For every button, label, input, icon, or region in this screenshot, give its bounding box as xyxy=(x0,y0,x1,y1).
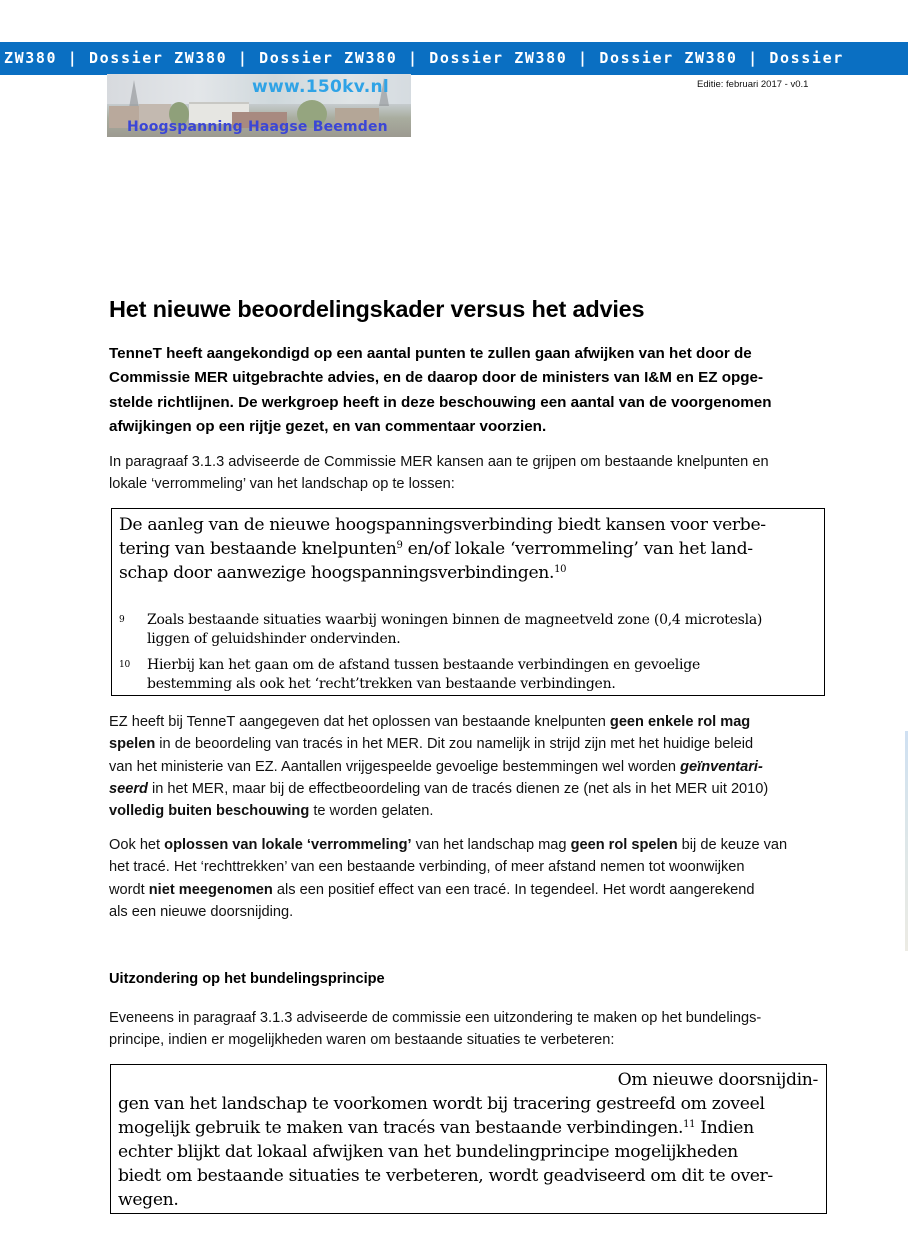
logo-url-text: www.150kv.nl xyxy=(252,77,389,97)
quote-fragment: schap door aanwezige hoogspanningsverbindingen. xyxy=(119,563,555,583)
footnote-line: Hierbij kan het gaan om de afstand tussen bestaande verbindingen en gevoelige xyxy=(147,657,700,673)
ticker-text: ZW380 | Dossier ZW380 | Dossier ZW380 | Dossier ZW380 | Dossier ZW380 | Dossier xyxy=(4,49,844,67)
para-line xyxy=(109,711,825,733)
text-fragment: van het landschap mag xyxy=(411,837,571,853)
text-fragment: bij de keuze van xyxy=(677,837,788,853)
text-fragment: Ook het xyxy=(109,837,165,853)
verrommeling-paragraph xyxy=(109,834,825,923)
footnote-line: liggen of geluidshinder ondervinden. xyxy=(147,631,401,647)
bundeling-intro-paragraph xyxy=(109,1007,825,1052)
intro-paragraph xyxy=(109,451,825,496)
footnote-ref: 9 xyxy=(396,540,403,551)
quote-line: biedt om bestaande situaties te verbeteren, wordt geadviseerd om dit te over- xyxy=(118,1166,773,1186)
footnote-ref: 10 xyxy=(554,564,567,575)
emphasis-text: seerd xyxy=(109,780,148,797)
para-line: als een nieuwe doorsnijding. xyxy=(109,903,294,920)
quote-line xyxy=(118,1116,818,1140)
emphasis-text: spelen xyxy=(109,736,156,753)
footnote-line: Zoals bestaande situaties waarbij woningen binnen de magneetveld zone (0,4 microtesla) xyxy=(147,612,763,628)
quote-text xyxy=(119,513,766,585)
quote-line: Om nieuwe doorsnijdin- xyxy=(617,1070,818,1090)
para-line xyxy=(109,800,825,822)
quote-fragment: tering van bestaande knelpunten xyxy=(119,539,397,559)
lead-line: afwijkingen op een rijtje gezet, en van commentaar voorzien. xyxy=(109,417,547,435)
emphasis-text: geen rol spelen xyxy=(570,837,678,853)
text-fragment: EZ heeft bij TenneT aangegeven dat het oplossen van bestaande knelpunten xyxy=(109,714,610,730)
lead-paragraph xyxy=(109,342,825,439)
ez-paragraph xyxy=(109,711,825,822)
quote-line xyxy=(119,537,766,561)
lead-line: stelde richtlijnen. De werkgroep heeft in deze beschouwing een aantal van de voorgenomen xyxy=(109,393,772,411)
footnote-line: bestemming als ook het ‘recht’trekken van bestaande verbindingen. xyxy=(147,676,616,692)
para-line xyxy=(109,879,825,901)
footnote-number: 9 xyxy=(119,615,125,625)
text-fragment: van het ministerie van EZ. Aantallen vrijgespeelde gevoelige bestemmingen wel worden xyxy=(109,758,681,775)
quote-fragment: Indien xyxy=(695,1118,754,1138)
lead-line: Commissie MER uitgebrachte advies, en de daarop door de ministers van I&M en EZ opge- xyxy=(109,369,764,387)
footnote-text xyxy=(147,656,700,694)
text-fragment: te worden gelaten. xyxy=(309,803,434,820)
quote-line xyxy=(119,561,766,585)
quote-box-commissie-advies xyxy=(111,508,825,696)
emphasis-text: geïnventari- xyxy=(680,758,763,775)
para-line xyxy=(109,778,825,800)
emphasis-text: volledig buiten beschouwing xyxy=(109,803,310,820)
quote-text xyxy=(118,1068,818,1212)
emphasis-text: oplossen van lokale ‘verrommeling’ xyxy=(164,837,412,853)
para-line: Eveneens in paragraaf 3.1.3 adviseerde de commissie een uitzondering te maken op het bundelings- xyxy=(109,1010,762,1026)
emphasis-text: niet meegenomen xyxy=(148,881,273,898)
quote-line: gen van het landschap te voorkomen wordt bij tracering gestreefd om zoveel xyxy=(118,1094,765,1114)
para-line xyxy=(109,834,825,856)
footnote-ref: 11 xyxy=(683,1119,696,1130)
quote-line: echter blijkt dat lokaal afwijken van het bundelingprincipe mogelijkheden xyxy=(118,1142,738,1162)
page-title: Het nieuwe beoordelingskader versus het advies xyxy=(109,296,645,322)
text-fragment: wordt xyxy=(109,881,149,898)
quote-fragment: mogelijk gebruik te maken van tracés van bestaande verbindingen. xyxy=(118,1118,684,1138)
intro-line: In paragraaf 3.1.3 adviseerde de Commissie MER kansen aan te grijpen om bestaande knelpunten en xyxy=(109,454,769,470)
quote-line: De aanleg van de nieuwe hoogspanningsverbinding biedt kansen voor verbe- xyxy=(119,515,766,535)
text-fragment: in de beoordeling van tracés in het MER. Dit zou namelijk in strijd zijn met het huidige beleid xyxy=(155,736,754,753)
para-line: het tracé. Het ‘rechttrekken’ van een bestaande verbinding, of meer afstand nemen tot woonwijken xyxy=(109,859,745,876)
para-line xyxy=(109,756,825,778)
lead-line: TenneT heeft aangekondigd op een aantal punten te zullen gaan afwijken van het door de xyxy=(109,345,752,362)
quote-fragment: en/of lokale ‘verrommeling’ van het land- xyxy=(402,539,753,559)
para-line xyxy=(109,733,825,755)
site-logo-banner[interactable] xyxy=(107,74,411,137)
quote-line: wegen. xyxy=(118,1190,179,1210)
pylon-icon xyxy=(129,80,139,108)
intro-line: lokale ‘verrommeling’ van het landschap op te lossen: xyxy=(109,476,455,493)
logo-tagline: Hoogspanning Haagse Beemden xyxy=(127,119,388,135)
edition-label: Editie: februari 2017 - v0.1 xyxy=(697,79,809,90)
emphasis-text: geen enkele rol mag xyxy=(609,714,751,730)
para-line: principe, indien er mogelijkheden waren om bestaande situaties te verbeteren: xyxy=(109,1032,615,1049)
section-heading-bundelingsprincipe: Uitzondering op het bundelingsprincipe xyxy=(109,971,385,987)
footnote-number: 10 xyxy=(119,660,130,670)
text-fragment: als een positief effect van een tracé. In tegendeel. Het wordt aangerekend xyxy=(272,881,755,898)
dossier-ticker-banner xyxy=(0,42,908,75)
footnote-text xyxy=(147,611,762,649)
quote-box-bundelingsprincipe xyxy=(110,1064,827,1214)
text-fragment: in het MER, maar bij de effectbeoordeling van de tracés dienen ze (net als in het MER uit 2010) xyxy=(147,780,769,797)
